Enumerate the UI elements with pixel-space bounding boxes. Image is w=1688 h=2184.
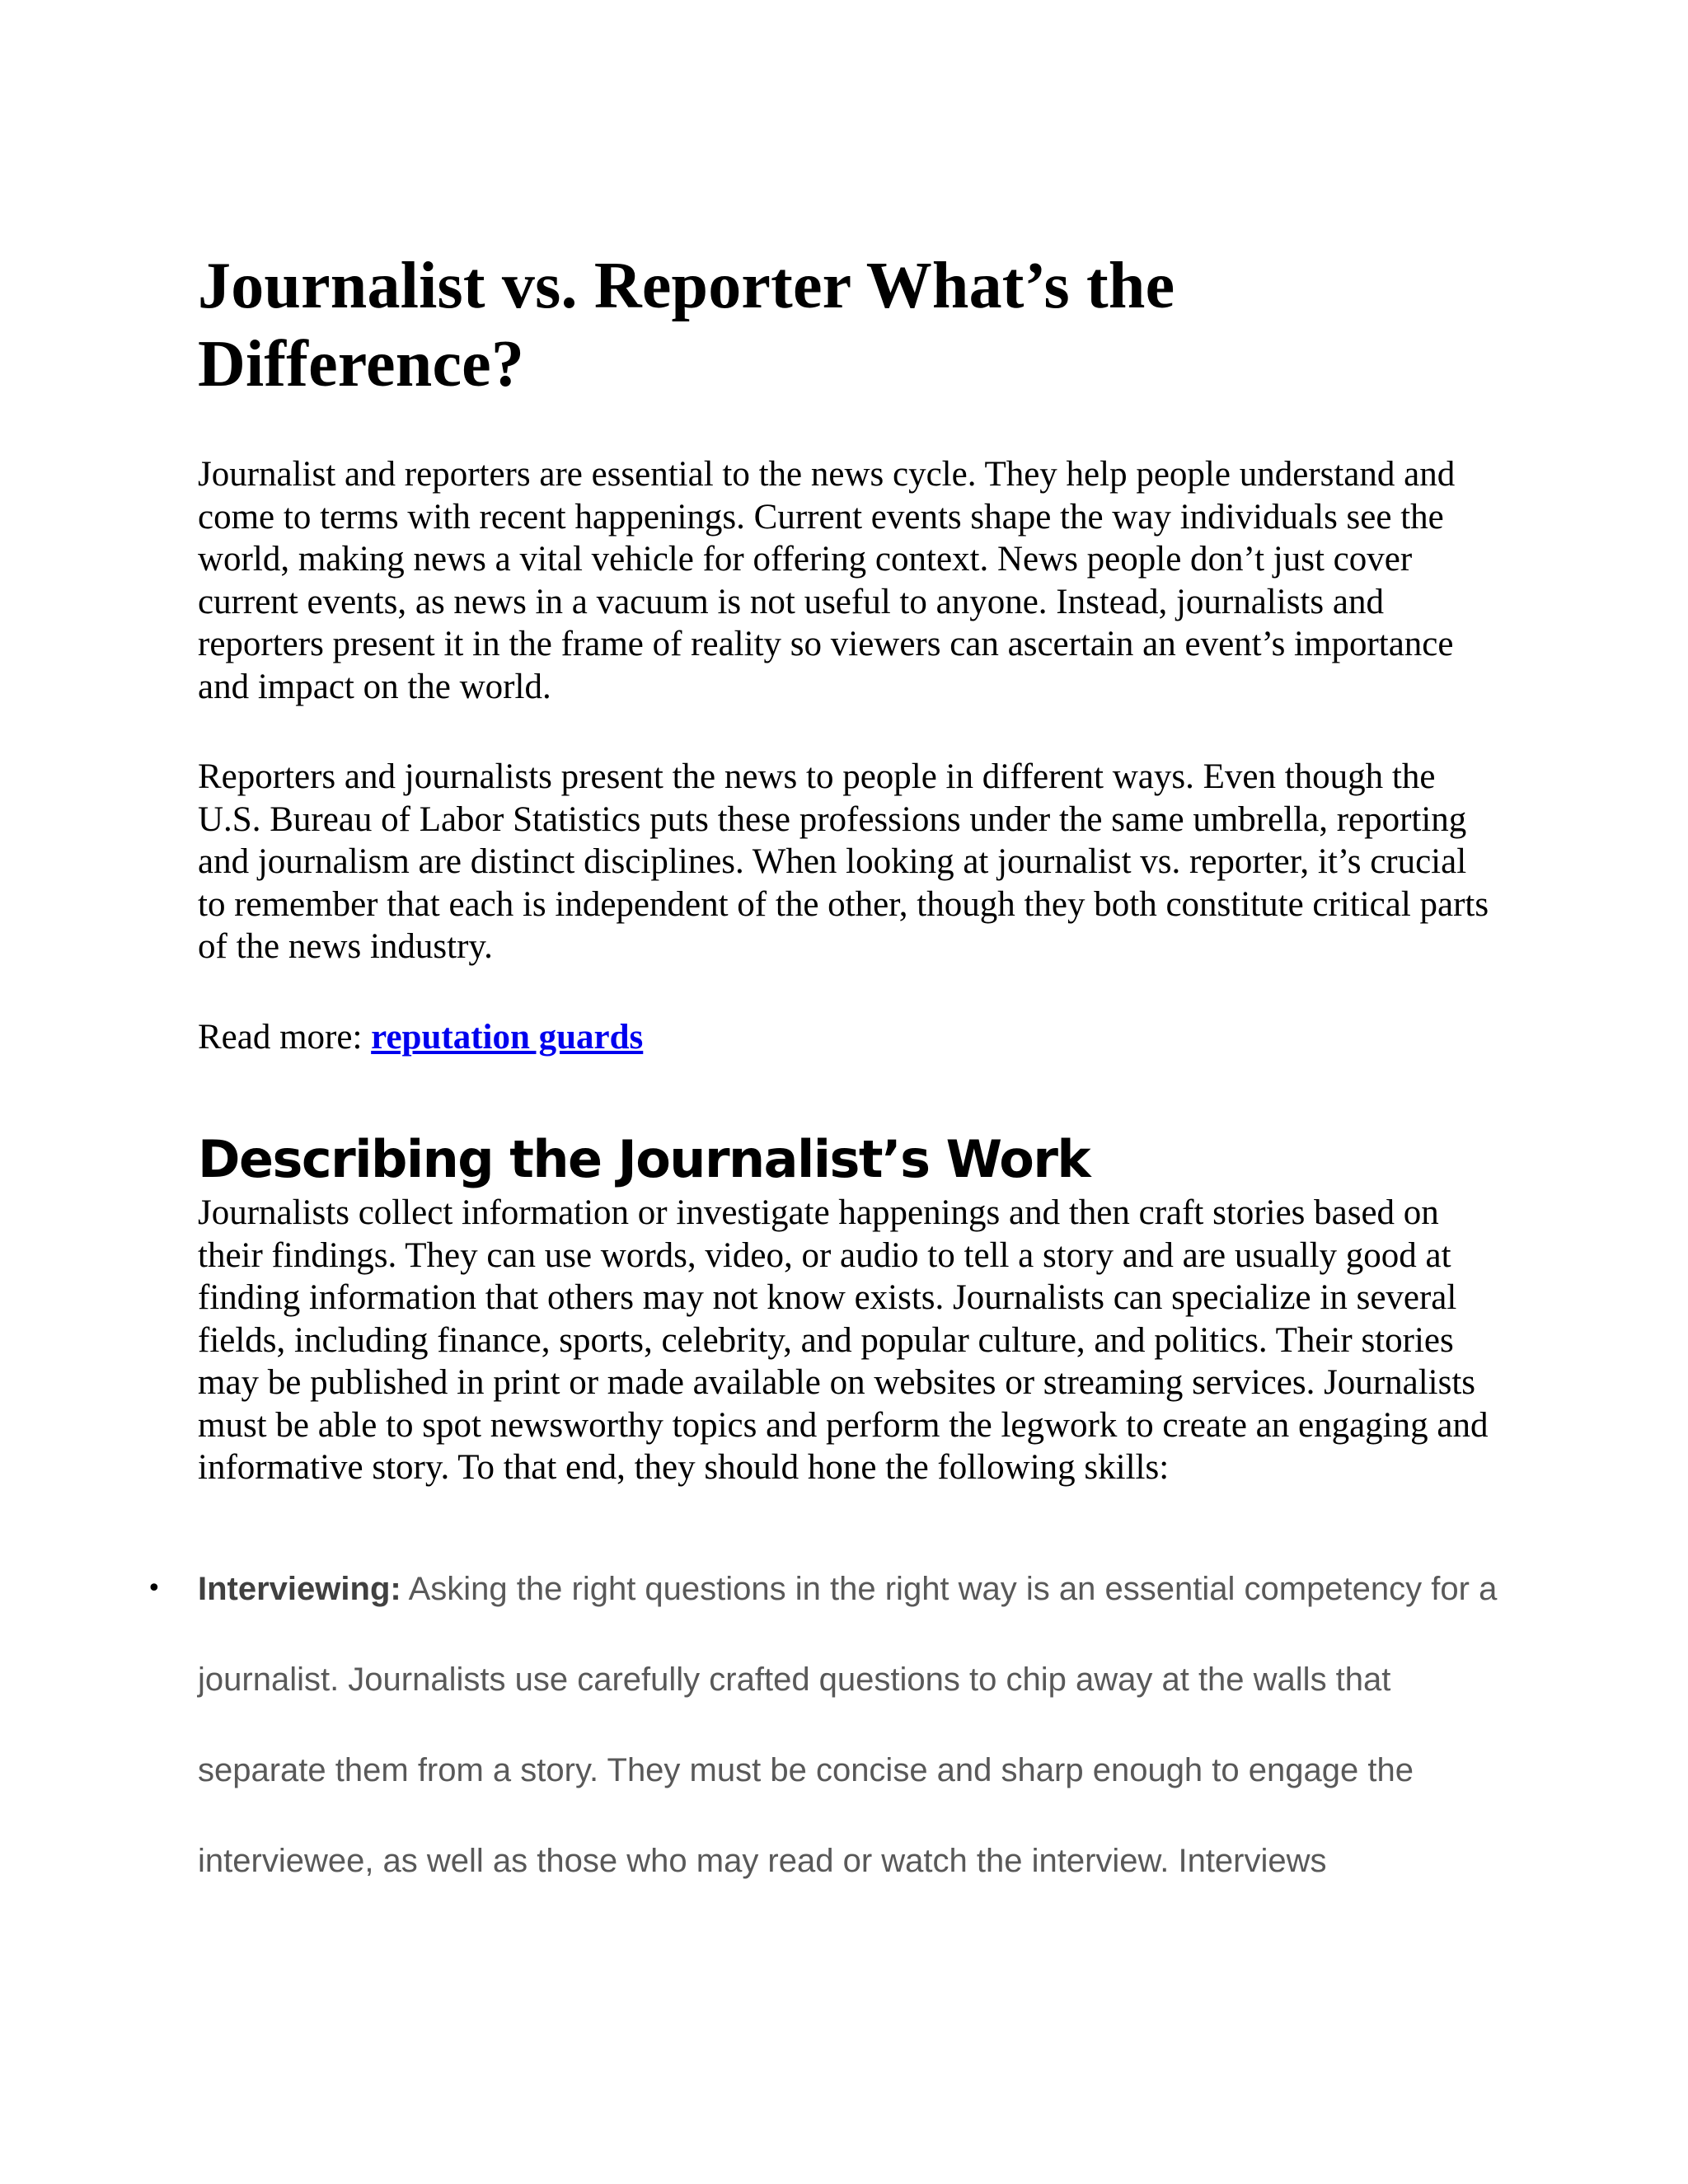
read-more-label: Read more: [198, 1017, 372, 1057]
article-body [147, 247, 1500, 1906]
bullet-term: Interviewing: [198, 1570, 401, 1607]
bullet-text: Asking the right questions in the right way is an essential competency for a journalist. Journalists use carefully crafted questions to chip away at the walls that separate them from a story. They must be concise and sharp enough to engage the interviewee, as well as those who may read or watch the interview. Interviews [198, 1570, 1498, 1879]
intro-paragraph: Journalist and reporters are essential to the news cycle. They help people understand and come to terms with recent happenings. Current events shape the way individuals see the world, making news a vital vehicle for offering context. News people don’t just cover current events, as news in a vacuum is not useful to anyone. Instead, journalists and reporters present it in the frame of reality so viewers can ascertain an event’s importance and impact on the world. [198, 455, 1456, 706]
section-heading: Describing the Journalist’s Work [198, 1129, 1090, 1189]
page-title: Journalist vs. Reporter What’s the Difference? [198, 250, 1175, 401]
read-more-link[interactable]: reputation guards [371, 1017, 644, 1057]
list-item [147, 1544, 1500, 1906]
skills-list [147, 1544, 1500, 1906]
bullet-icon: • [147, 1573, 162, 1603]
section-paragraph: Journalists collect information or investigate happenings and then craft stories based on their findings. They can use words, video, or audio to tell a story and are usually good at finding information that others may not know exists. Journalists can specialize in several fields, including finance, sports, celebrity, and popular culture, and politics. Their stories may be published in print or made available on websites or streaming services. Journalists must be able to spot newsworthy topics and perform the legwork to create an engaging and informative story. To that end, they should hone the following skills: [198, 1193, 1489, 1487]
read-more-line [198, 1016, 1500, 1059]
second-paragraph: Reporters and journalists present the news to people in different ways. Even though the U.S. Bureau of Labor Statistics puts these professions under the same umbrella, reporting and journalism are distinct disciplines. When looking at journalist vs. reporter, it’s crucial to remember that each is independent of the other, though they both constitute critical parts of the news industry. [198, 757, 1489, 966]
